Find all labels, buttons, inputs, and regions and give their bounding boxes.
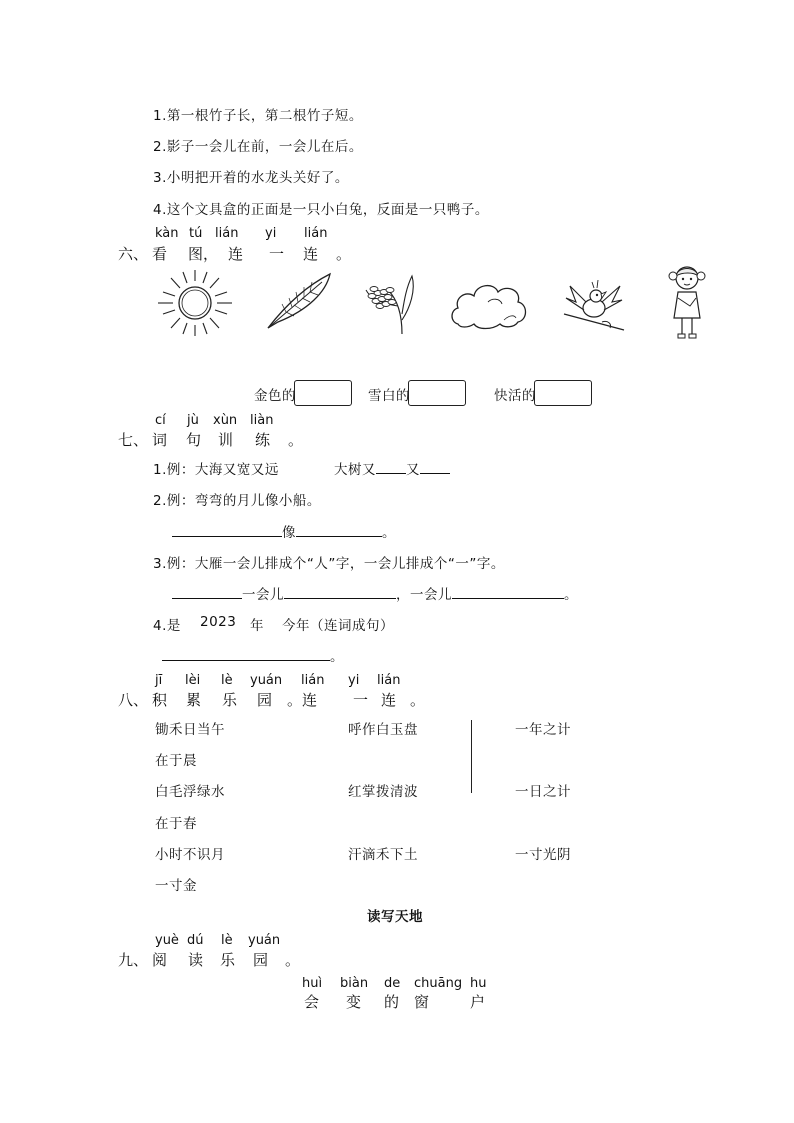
heading-char: 看	[152, 245, 168, 263]
fill-blank[interactable]	[376, 459, 406, 474]
heading-char: 一	[353, 691, 369, 709]
poem-line: 在于春	[155, 816, 197, 832]
exercise-3-answer	[172, 583, 578, 603]
exercise-3-mid-2: ，一会儿	[396, 587, 452, 603]
pinyin: xùn	[213, 413, 238, 428]
title-char: 变	[346, 993, 362, 1011]
fill-blank[interactable]	[284, 584, 396, 599]
pinyin: yi	[265, 226, 277, 241]
match-label-gold: 金色的	[254, 388, 296, 404]
heading-char: 连	[381, 691, 397, 709]
pinyin: lián	[215, 226, 239, 241]
pinyin: lián	[377, 673, 401, 688]
fill-blank[interactable]	[172, 584, 242, 599]
exercise-4-answer	[162, 645, 344, 665]
heading-char: 练	[255, 431, 271, 449]
girl-icon	[666, 262, 708, 342]
heading-char: 连	[228, 245, 244, 263]
pinyin: lèi	[185, 673, 201, 688]
pinyin: yuè	[155, 933, 179, 948]
fill-blank[interactable]	[296, 522, 382, 537]
heading-char: 训	[218, 431, 234, 449]
poem-line: 一寸金	[155, 878, 197, 894]
section-number: 八、	[118, 691, 149, 709]
feather-icon	[262, 270, 334, 332]
heading-char: 乐	[220, 951, 236, 969]
poem-line: 汗滴禾下土	[348, 847, 418, 863]
period: 。	[382, 525, 396, 541]
proverb-line: 一日之计	[515, 784, 571, 800]
poem-line: 红掌拨清波	[348, 784, 418, 800]
heading-char: 词	[152, 431, 168, 449]
exercise-4-word: 2023	[200, 614, 237, 630]
pinyin: lè	[221, 933, 233, 948]
divider-line	[471, 720, 472, 793]
heading-char: 乐	[222, 691, 238, 709]
match-label-white: 雪白的	[368, 388, 410, 404]
poem-line: 小时不识月	[155, 847, 225, 863]
heading-char: 。	[410, 691, 426, 709]
exercise-1-task	[334, 458, 450, 478]
part-title: 读写天地	[367, 909, 423, 925]
heading-char: 积	[152, 691, 168, 709]
heading-char: 阅	[152, 951, 168, 969]
sentence-item-1: 1.第一根竹子长，第二根竹子短。	[153, 108, 363, 124]
section-number: 七、	[118, 431, 149, 449]
exercise-3-mid-1: 一会儿	[242, 587, 284, 603]
exercise-1-word-a: 大树又	[334, 462, 376, 478]
heading-char: 句	[186, 431, 202, 449]
pinyin: yi	[348, 673, 360, 688]
poem-line: 呼作白玉盘	[348, 722, 418, 738]
fill-blank[interactable]	[452, 584, 564, 599]
answer-box-3[interactable]	[534, 380, 592, 406]
exercise-2-mid: 像	[282, 525, 296, 541]
heading-char: 读	[188, 951, 204, 969]
answer-box-2[interactable]	[408, 380, 466, 406]
pinyin: lián	[304, 226, 328, 241]
title-char: 户	[470, 993, 486, 1011]
bird-icon	[562, 272, 626, 334]
rice-icon	[362, 270, 420, 336]
heading-char: 。	[285, 951, 301, 969]
pinyin: yuán	[248, 933, 281, 948]
sun-icon	[155, 268, 235, 338]
pinyin: hu	[470, 976, 487, 991]
heading-char: 。连	[287, 691, 318, 709]
pinyin: jù	[187, 413, 199, 428]
pinyin: liàn	[250, 413, 274, 428]
pinyin: cí	[155, 413, 166, 428]
pinyin: lè	[221, 673, 233, 688]
exercise-2-example: 2.例：弯弯的月儿像小船。	[153, 493, 321, 509]
cloud-icon	[448, 274, 530, 332]
heading-char: 累	[186, 691, 202, 709]
section-number: 六、	[118, 245, 149, 263]
heading-char: 。	[288, 431, 304, 449]
heading-char: 图，	[188, 245, 219, 263]
exercise-4-label: 4.是	[153, 618, 181, 634]
pinyin: kàn	[155, 226, 179, 241]
heading-char: 一	[269, 245, 285, 263]
heading-char: 连	[303, 245, 319, 263]
pinyin: yuán	[250, 673, 283, 688]
heading-char: 园	[257, 691, 273, 709]
exercise-1-word-b: 又	[406, 462, 420, 478]
pinyin: de	[384, 976, 401, 991]
sentence-item-4: 4.这个文具盒的正面是一只小白兔，反面是一只鸭子。	[153, 202, 489, 218]
period: 。	[564, 587, 578, 603]
sentence-item-3: 3.小明把开着的水龙头关好了。	[153, 170, 349, 186]
heading-char: 。	[336, 245, 352, 263]
proverb-line: 一年之计	[515, 722, 571, 738]
match-label-happy: 快活的	[494, 388, 536, 404]
pinyin: chuāng	[414, 976, 463, 991]
pinyin: lián	[301, 673, 325, 688]
proverb-line: 一寸光阴	[515, 847, 571, 863]
exercise-2-answer	[172, 521, 396, 541]
pinyin: biàn	[340, 976, 369, 991]
exercise-3-example: 3.例：大雁一会儿排成个“人”字，一会儿排成个“一”字。	[153, 556, 505, 572]
exercise-4-word: 年	[250, 618, 264, 634]
poem-line: 白毛浮绿水	[155, 784, 225, 800]
answer-box-1[interactable]	[294, 380, 352, 406]
pinyin: jī	[155, 673, 163, 688]
sentence-item-2: 2.影子一会儿在前，一会儿在后。	[153, 139, 363, 155]
title-char: 的	[384, 993, 400, 1011]
exercise-1-example: 1.例：大海又宽又远	[153, 462, 279, 478]
poem-line: 锄禾日当午	[155, 722, 225, 738]
poem-line: 在于晨	[155, 753, 197, 769]
pinyin: dú	[187, 933, 204, 948]
fill-blank[interactable]	[420, 459, 450, 474]
heading-char: 园	[253, 951, 269, 969]
title-char: 窗	[414, 993, 430, 1011]
exercise-4-word: 今年（连词成句）	[282, 618, 394, 634]
pinyin: tú	[189, 226, 203, 241]
period: 。	[330, 649, 344, 665]
fill-blank[interactable]	[172, 522, 282, 537]
fill-blank[interactable]	[162, 646, 330, 661]
section-number: 九、	[118, 951, 149, 969]
title-char: 会	[304, 993, 320, 1011]
pinyin: huì	[302, 976, 323, 991]
